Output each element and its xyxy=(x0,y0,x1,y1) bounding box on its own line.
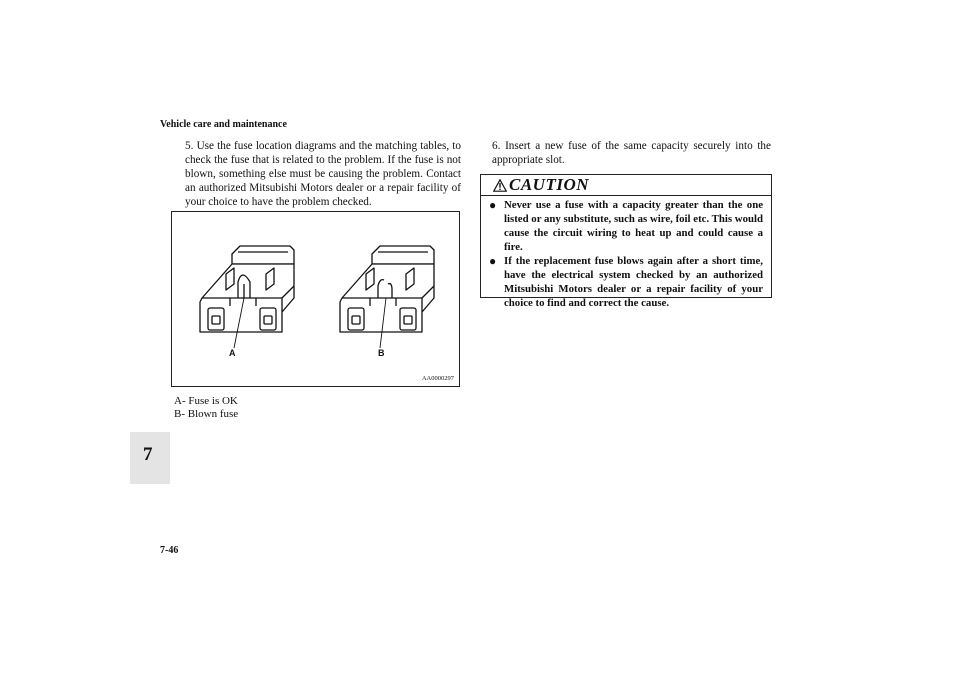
chapter-number: 7 xyxy=(143,444,153,465)
bullet-icon: ● xyxy=(489,254,497,268)
fuse-ok-drawing xyxy=(200,246,294,348)
step-6-body: Insert a new fuse of the same capacity securely into the appropriate slot. xyxy=(492,140,771,166)
figure-legend xyxy=(174,395,238,421)
caution-item-text: Never use a fuse with a capacity greater than the one listed or any substitute, such as wire, foil etc. This would cause the circuit wiring to heat up and could cause a fire. xyxy=(504,199,763,253)
fuse-blown-drawing xyxy=(340,246,434,348)
legend-text: Blown fuse xyxy=(187,408,239,420)
step-6-number: 6. xyxy=(492,140,501,152)
step-6 xyxy=(492,139,771,167)
page-number: 7-46 xyxy=(160,545,179,556)
legend-item xyxy=(174,395,238,408)
legend-key: B- xyxy=(174,408,185,420)
step-6-text xyxy=(492,139,771,167)
legend-key: A- xyxy=(174,395,186,407)
bullet-icon: ● xyxy=(489,198,497,212)
caution-box xyxy=(480,174,772,309)
warning-triangle-icon xyxy=(493,179,507,192)
section-title: Vehicle care and maintenance xyxy=(160,119,287,130)
caution-body xyxy=(481,196,771,310)
fuse-illustration xyxy=(172,212,461,388)
caution-item xyxy=(489,198,763,254)
legend-item xyxy=(174,408,238,421)
figure-label-b: B xyxy=(378,348,385,358)
caution-title: CAUTION xyxy=(509,175,590,194)
step-5 xyxy=(185,139,461,209)
step-5-body: Use the fuse location diagrams and the matching tables, to check the fuse that is related to the problem. If the fuse is not blown, something else must be causing the problem. Contact an authorized Mitsubishi Motors dealer or a repair facility of your choice to have the problem checked. xyxy=(185,140,462,208)
caution-header xyxy=(481,175,771,196)
fuse-figure xyxy=(171,211,460,387)
chapter-tab xyxy=(130,432,170,484)
figure-code: AA0000297 xyxy=(421,375,454,382)
caution-item-text: If the replacement fuse blows again after a short time, have the electrical system checked by an authorized Mitsubishi Motors dealer or a repair facility of your choice to find and correct the cause. xyxy=(504,255,763,309)
caution-item xyxy=(489,254,763,310)
step-5-number: 5. xyxy=(185,140,194,152)
legend-text: Fuse is OK xyxy=(188,395,238,407)
figure-label-a: A xyxy=(229,348,236,358)
step-5-text xyxy=(185,139,461,209)
